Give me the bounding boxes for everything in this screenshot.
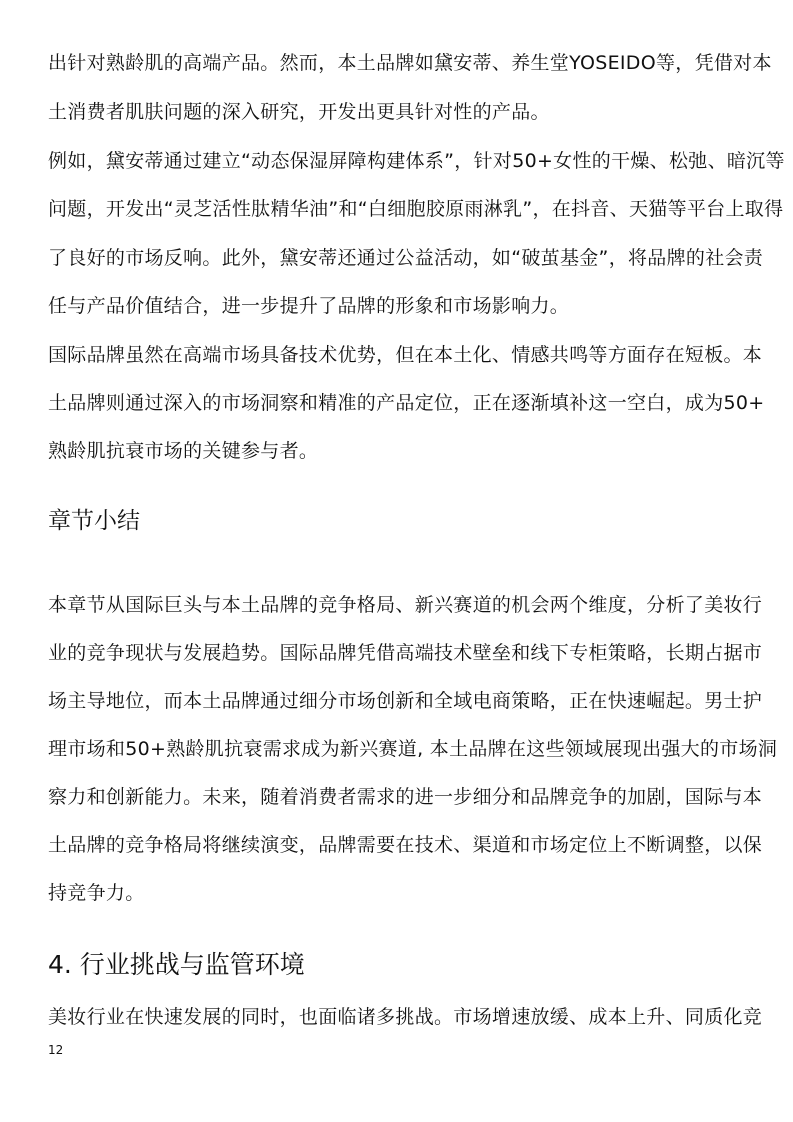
section-heading: 4. 行业挑战与监管环境 — [48, 950, 305, 979]
text-line: 熟龄肌抗衰市场的关键参与者。 — [48, 440, 319, 462]
text-line: 土消费者肌肤问题的深入研究，开发出更具针对性的产品。 — [48, 101, 550, 123]
text-line: 了良好的市场反响。此外，黛安蒂还通过公益活动，如“破茧基金”，将品牌的社会责 — [48, 247, 764, 269]
text-line: 任与产品价值结合，进一步提升了品牌的形象和市场影响力。 — [48, 295, 570, 317]
text-line: 业的竞争现状与发展趋势。国际品牌凭借高端技术壁垒和线下专柜策略，长期占据市 — [48, 642, 763, 664]
text-line: 问题，开发出“灵芝活性肽精华油”和“白细胞胶原雨淋乳”，在抖音、天猫等平台上取得 — [48, 198, 784, 220]
text-line: 土品牌的竞争格局将继续演变，品牌需要在技术、渠道和市场定位上不断调整，以保 — [48, 834, 763, 856]
text-line: 例如，黛安蒂通过建立“动态保湿屏障构建体系”，针对50+女性的干燥、松弛、暗沉等 — [48, 150, 785, 172]
text-line: 察力和创新能力。未来，随着消费者需求的进一步细分和品牌竞争的加剧，国际与本 — [48, 786, 763, 808]
text-line: 理市场和50+熟龄肌抗衰需求成为新兴赛道, 本土品牌在这些领域展现出强大的市场洞 — [48, 738, 778, 760]
text-line: 场主导地位，而本土品牌通过细分市场创新和全域电商策略，正在快速崛起。男士护 — [48, 690, 763, 712]
text-line: 美妆行业在快速发展的同时，也面临诸多挑战。市场增速放缓、成本上升、同质化竞 — [48, 1006, 763, 1028]
summary-heading: 章节小结 — [48, 508, 140, 534]
text-line: 出针对熟龄肌的高端产品。然而，本土品牌如黛安蒂、养生堂YOSEIDO等，凭借对本 — [48, 52, 772, 74]
page-number: 12 — [48, 1043, 64, 1057]
text-line: 持竞争力。 — [48, 882, 145, 904]
text-line: 本章节从国际巨头与本土品牌的竞争格局、新兴赛道的机会两个维度，分析了美妆行 — [48, 594, 763, 616]
text-line: 国际品牌虽然在高端市场具备技术优势，但在本土化、情感共鸣等方面存在短板。本 — [48, 344, 763, 366]
text-line: 土品牌则通过深入的市场洞察和精准的产品定位，正在逐渐填补这一空白，成为50+ — [48, 392, 765, 414]
